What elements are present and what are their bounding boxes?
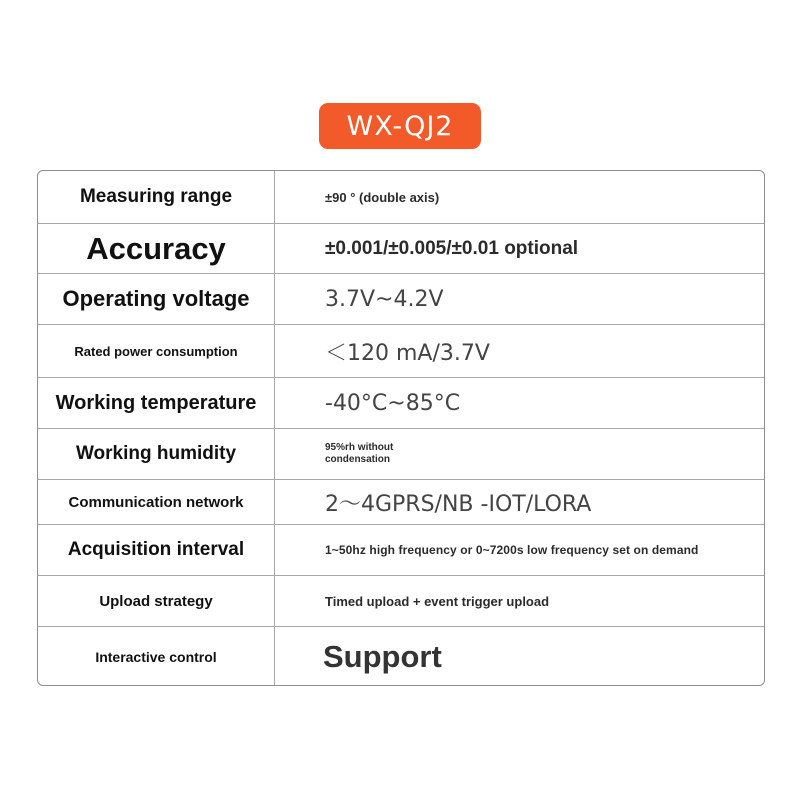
spec-label: Interactive control (38, 627, 275, 686)
spec-value: Support (323, 639, 442, 674)
spec-row-communication-network (38, 479, 764, 524)
spec-value: 1~50hz high frequency or 0~7200s low frequency set on demand (325, 543, 699, 557)
spec-label: Rated power consumption (38, 325, 275, 377)
spec-value: ±0.001/±0.005/±0.01 optional (325, 237, 579, 259)
spec-label: Communication network (38, 480, 275, 524)
spec-label: Measuring range (38, 171, 275, 223)
spec-label: Accuracy (38, 224, 275, 273)
spec-row-working-temperature (38, 377, 764, 428)
spec-value: 2～4GPRS/NB -IOT/LORA (325, 491, 592, 517)
spec-row-acquisition-interval (38, 524, 764, 575)
spec-label: Upload strategy (38, 576, 275, 626)
spec-label: Working temperature (38, 378, 275, 428)
spec-value: 95%rh without condensation (325, 442, 394, 465)
spec-label: Acquisition interval (38, 525, 275, 575)
spec-value: 3.7V~4.2V (325, 286, 444, 312)
spec-value: ±90 ° (double axis) (325, 189, 440, 205)
spec-row-operating-voltage (38, 273, 764, 324)
spec-value: Timed upload + event trigger upload (325, 593, 550, 609)
spec-row-interactive-control (38, 626, 764, 686)
spec-row-working-humidity (38, 428, 764, 479)
spec-label: Operating voltage (38, 274, 275, 324)
spec-table (37, 170, 765, 686)
spec-value-wrapper (275, 429, 764, 479)
spec-row-accuracy (38, 223, 764, 273)
product-title-badge: WX-QJ2 (319, 103, 481, 149)
spec-value: -40°C~85°C (325, 390, 461, 416)
spec-row-measuring-range (38, 171, 764, 223)
spec-label: Working humidity (38, 429, 275, 479)
spec-row-upload-strategy (38, 575, 764, 626)
spec-value: ＜120 mA/3.7V (325, 340, 490, 366)
spec-row-rated-power (38, 324, 764, 377)
